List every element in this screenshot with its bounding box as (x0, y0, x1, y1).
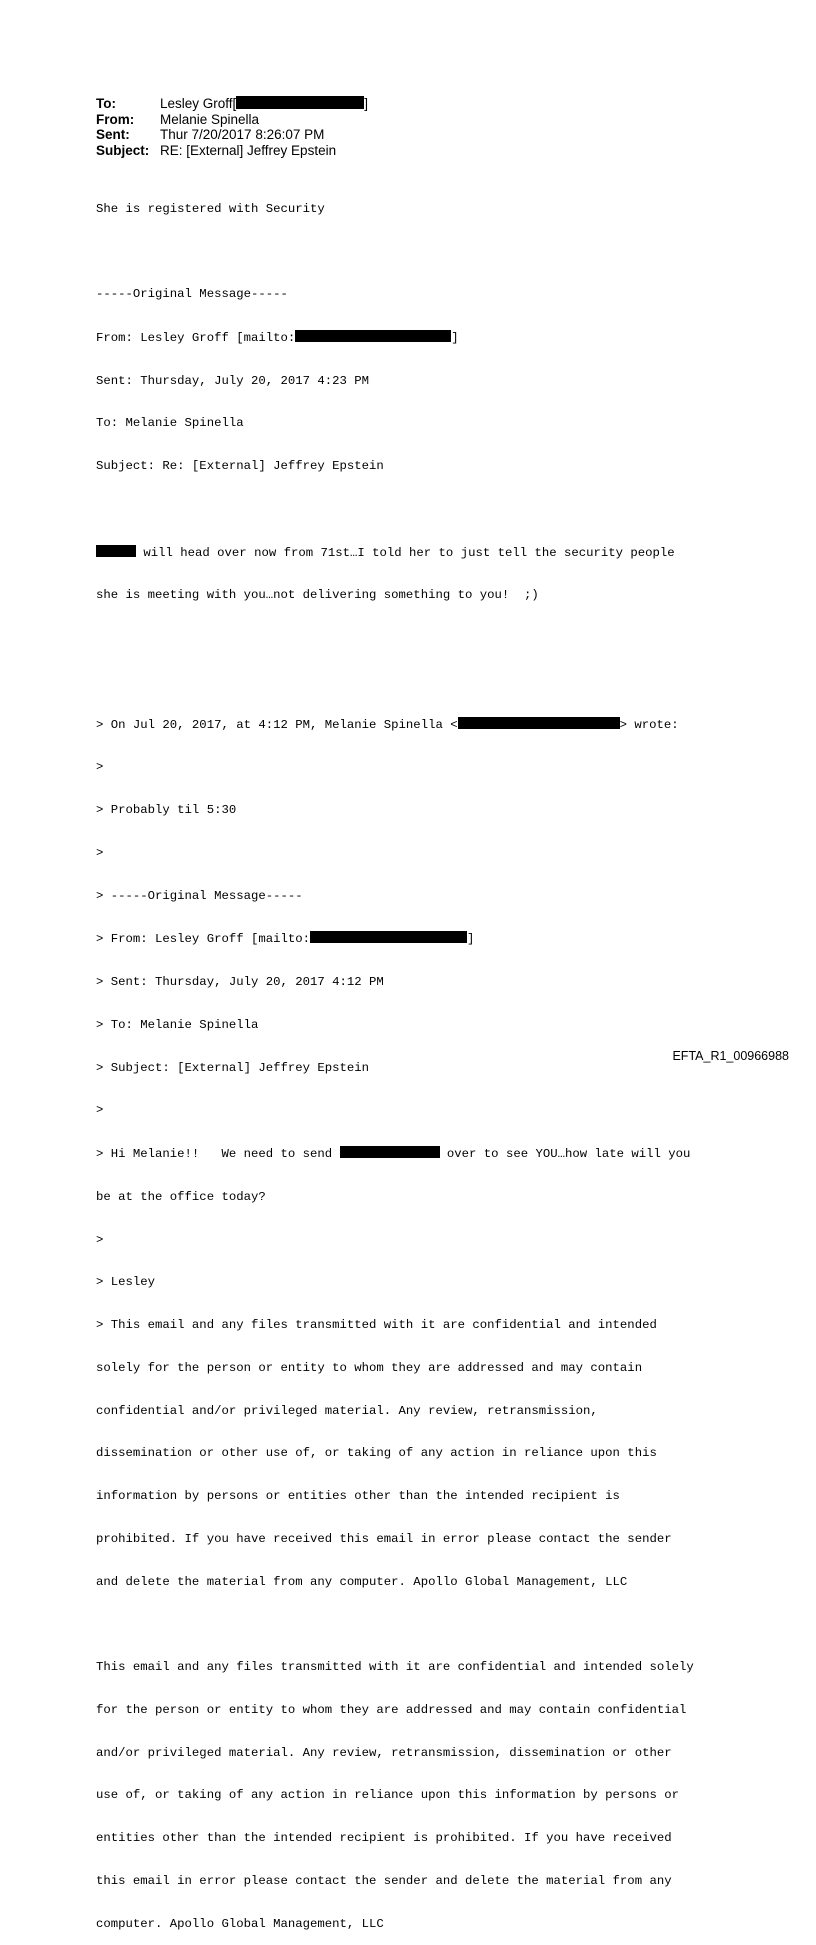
redaction-box (340, 1146, 440, 1158)
email-body (96, 173, 694, 1945)
to-value: Lesley Groff[ (160, 96, 237, 111)
redaction-box (236, 96, 364, 109)
email-header (96, 96, 368, 158)
quote-marker: > (96, 845, 104, 860)
quoted-subject-line: > Subject: [External] Jeffrey Epstein (96, 1060, 370, 1075)
disclaimer-line: this email in error please contact the sender and delete the material from any (96, 1873, 672, 1888)
original-subject-line: Subject: Re: [External] Jeffrey Epstein (96, 459, 384, 473)
subject-label: Subject: (96, 142, 150, 158)
quoted-disclaimer-line: > This email and any files transmitted with it are confidential and intended (96, 1318, 657, 1332)
quoted-divider: > -----Original Message----- (96, 888, 303, 903)
disclaimer-line: for the person or entity to whom they are addressed and may contain confidential (96, 1702, 687, 1717)
from-label: From: (96, 111, 135, 127)
disclaimer-line: entities other than the intended recipient is prohibited. If you have received (96, 1831, 672, 1845)
message-line-1: will head over now from 71st…I told her to just tell the security people (96, 545, 694, 560)
quoted-from-line: > From: Lesley Groff [mailto: ] (96, 932, 475, 947)
quote-marker: > (96, 1232, 104, 1247)
quoted-hi-line: > Hi Melanie!! We need to send over to see YOU…how late will you (96, 1147, 691, 1161)
disclaimer-line: This email and any files transmitted with it are confidential and intended solely (96, 1660, 694, 1674)
quoted-on-line: > On Jul 20, 2017, at 4:12 PM, Melanie Spinella < > wrote: (96, 717, 679, 732)
quoted-probably-line: > Probably til 5:30 (96, 803, 237, 817)
to-label: To: (96, 96, 116, 111)
header-from-row (96, 112, 368, 128)
redaction-box (96, 545, 136, 557)
quote-marker: > (96, 760, 104, 775)
quoted-disclaimer-line: confidential and/or privileged material. Any review, retransmission, (96, 1403, 598, 1418)
redaction-box (458, 717, 620, 729)
quoted-disclaimer-line: prohibited. If you have received this email in error please contact the sender (96, 1531, 672, 1546)
sent-value: Thur 7/20/2017 8:26:07 PM (160, 127, 325, 142)
quoted-disclaimer-line: solely for the person or entity to whom they are addressed and may contain (96, 1360, 643, 1375)
sent-label: Sent: (96, 127, 130, 142)
disclaimer-line: use of, or taking of any action in reliance upon this information by persons or (96, 1788, 679, 1803)
subject-value: RE: [External] Jeffrey Epstein (160, 142, 337, 158)
quoted-signature: > Lesley (96, 1275, 156, 1290)
quoted-to-line: > To: Melanie Spinella (96, 1017, 259, 1032)
header-subject-row (96, 143, 368, 159)
quoted-sent-line: > Sent: Thursday, July 20, 2017 4:12 PM (96, 975, 384, 989)
reply-line: She is registered with Security (96, 201, 325, 216)
quoted-disclaimer-line: and delete the material from any computer. Apollo Global Management, LLC (96, 1574, 628, 1589)
quote-marker: > (96, 1103, 104, 1118)
quoted-disclaimer-line: dissemination or other use of, or taking of any action in reliance upon this (96, 1446, 657, 1461)
original-message-divider: -----Original Message----- (96, 287, 288, 301)
header-sent-row (96, 127, 368, 143)
document-id: EFTA_R1_00966988 (672, 1049, 789, 1063)
quoted-hi-line-2: be at the office today? (96, 1189, 266, 1204)
original-sent-line: Sent: Thursday, July 20, 2017 4:23 PM (96, 373, 370, 388)
from-value: Melanie Spinella (160, 111, 260, 127)
disclaimer-line: computer. Apollo Global Management, LLC (96, 1916, 384, 1931)
message-line-2: she is meeting with you…not delivering something to you! ;) (96, 588, 539, 603)
original-from-line: From: Lesley Groff [mailto: ] (96, 330, 459, 345)
redaction-box (295, 330, 451, 342)
to-close: ] (364, 96, 369, 111)
header-to-row (96, 96, 368, 112)
redaction-box (310, 931, 467, 943)
disclaimer-line: and/or privileged material. Any review, retransmission, dissemination or other (96, 1745, 672, 1760)
quoted-disclaimer-line: information by persons or entities other than the intended recipient is (96, 1489, 620, 1503)
original-to-line: To: Melanie Spinella (96, 416, 244, 431)
